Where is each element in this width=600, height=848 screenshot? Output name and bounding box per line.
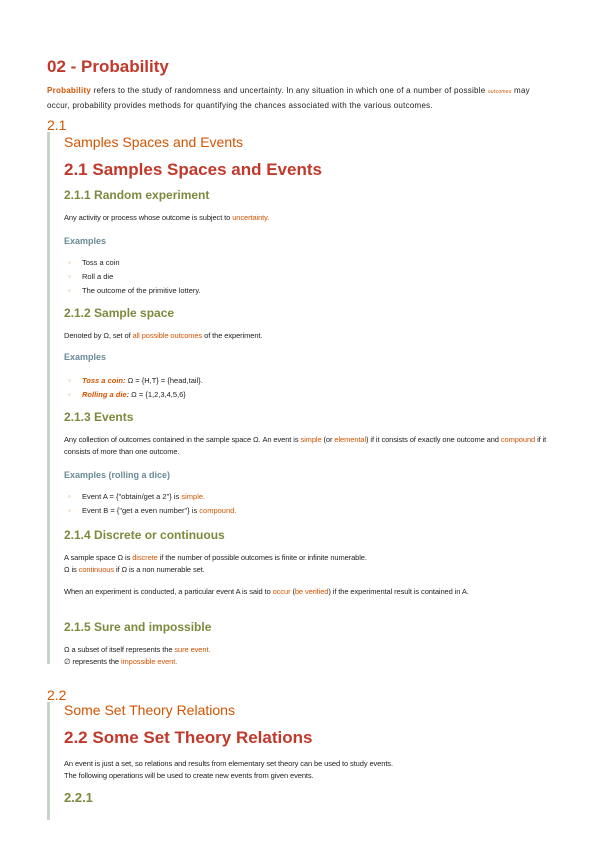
paragraph-2-1-3 [64, 434, 554, 458]
text: Denoted by Ω, set of [64, 331, 133, 340]
text: if it consists of more than one outcome. [64, 435, 547, 456]
section-2-2 [47, 702, 560, 820]
list-item: ◦ Toss a coin [64, 256, 554, 270]
heading-2-1-2: 2.1.2 Sample space [64, 306, 175, 320]
accent-simple: simple [300, 435, 322, 444]
text: ∅ represents the [64, 657, 121, 666]
paragraph-2-1-5 [64, 644, 554, 668]
accent-elemental: elemental [334, 435, 367, 444]
heading-2-2: 2.2 Some Set Theory Relations [64, 728, 313, 747]
text: (or [321, 435, 335, 444]
text: Ω a subset of itself represents the [64, 645, 175, 654]
heading-2-1-4: 2.1.4 Discrete or continuous [64, 528, 225, 542]
list-item [64, 490, 554, 504]
section-2-1 [47, 132, 560, 664]
accent-be-verified: be verified [294, 587, 329, 596]
text: The following operations will be used to create new events from given events. [64, 771, 314, 780]
section-number-2-1: 2.1 [47, 117, 67, 133]
section-2-2-subtitle: Some Set Theory Relations [64, 702, 235, 718]
heading-2-2-1: 2.2.1 [64, 790, 93, 805]
intro-tiny-word: outcomes [487, 89, 512, 95]
text: ( [290, 587, 295, 596]
accent-impossible-event: impossible event. [120, 657, 178, 666]
text: A sample space Ω is [64, 553, 133, 562]
examples-label-2-1-1: Examples [64, 236, 107, 246]
example-text: Ω = {H,T} = {head,tail}. [125, 376, 203, 385]
heading-2-1-1: 2.1.1 Random experiment [64, 188, 210, 202]
text: An event is just a set, so relations and results from elementary set theory can be used to study events. [64, 759, 393, 768]
accent-occur: occur [272, 587, 291, 596]
example-accent: simple. [181, 492, 206, 501]
examples-label-2-1-2: Examples [64, 352, 107, 362]
accent-uncertainty: uncertainty. [232, 213, 270, 222]
heading-2-1: 2.1 Samples Spaces and Events [64, 160, 322, 179]
text: Any collection of outcomes contained in the sample space Ω. An event is [64, 435, 301, 444]
text: of the experiment. [202, 331, 263, 340]
paragraph-2-1-1 [64, 212, 554, 224]
accent-continuous: continuous [78, 565, 114, 574]
list-item [64, 504, 554, 518]
section-number-2-2: 2.2 [47, 687, 67, 703]
list-item: ◦ Roll a die [64, 270, 554, 284]
accent-discrete: discrete [132, 553, 158, 562]
text: Ω is [64, 565, 79, 574]
list-item [64, 388, 554, 402]
accent-all-possible-outcomes: all possible outcomes [132, 331, 203, 340]
paragraph-2-1-2 [64, 330, 554, 342]
text: ) if the experimental result is contained in A. [328, 587, 469, 596]
paragraph-2-1-4-b [64, 586, 554, 598]
paragraph-2-2 [64, 758, 554, 782]
example-text: Event B = {"get a even number"} is [82, 506, 200, 515]
example-text: Event A = {"obtain/get a 2"} is [82, 492, 182, 501]
section-2-1-subtitle: Samples Spaces and Events [64, 134, 243, 150]
text: ) if it consists of exactly one outcome and [366, 435, 501, 444]
text: if the number of possible outcomes is finite or infinite numerable. [157, 553, 367, 562]
intro-text-1: refers to the study of randomness and uncertainty. In any situation in which one of a number of possible [91, 86, 488, 95]
heading-2-1-5: 2.1.5 Sure and impossible [64, 620, 212, 634]
heading-2-1-3: 2.1.3 Events [64, 410, 134, 424]
accent-compound: compound [500, 435, 536, 444]
examples-list-2-1-2 [64, 374, 554, 402]
paragraph-2-1-4-a [64, 552, 554, 576]
intro-term: Probability [47, 86, 92, 95]
examples-label-2-1-3: Examples (rolling a dice) [64, 470, 171, 480]
text: if Ω is a non numerable set. [113, 565, 205, 574]
page-title: 02 - Probability [47, 57, 169, 76]
intro-text-2: may occur, probability provides methods for quantifying the chances associated with the various outcomes. [47, 86, 530, 110]
example-term: Toss a coin: [82, 376, 126, 385]
accent-sure-event: sure event. [174, 645, 211, 654]
list-item: ◦ The outcome of the primitive lottery. [64, 284, 554, 298]
example-term: Rolling a die: [82, 390, 130, 399]
examples-list-2-1-1 [64, 256, 554, 298]
intro-paragraph [47, 84, 552, 113]
example-accent: compound. [199, 506, 237, 515]
text: When an experiment is conducted, a particular event A is said to [64, 587, 273, 596]
text: Any activity or process whose outcome is subject to [64, 213, 233, 222]
examples-list-2-1-3 [64, 490, 554, 518]
list-item [64, 374, 554, 388]
example-text: Ω = {1,2,3,4,5,6} [129, 390, 186, 399]
